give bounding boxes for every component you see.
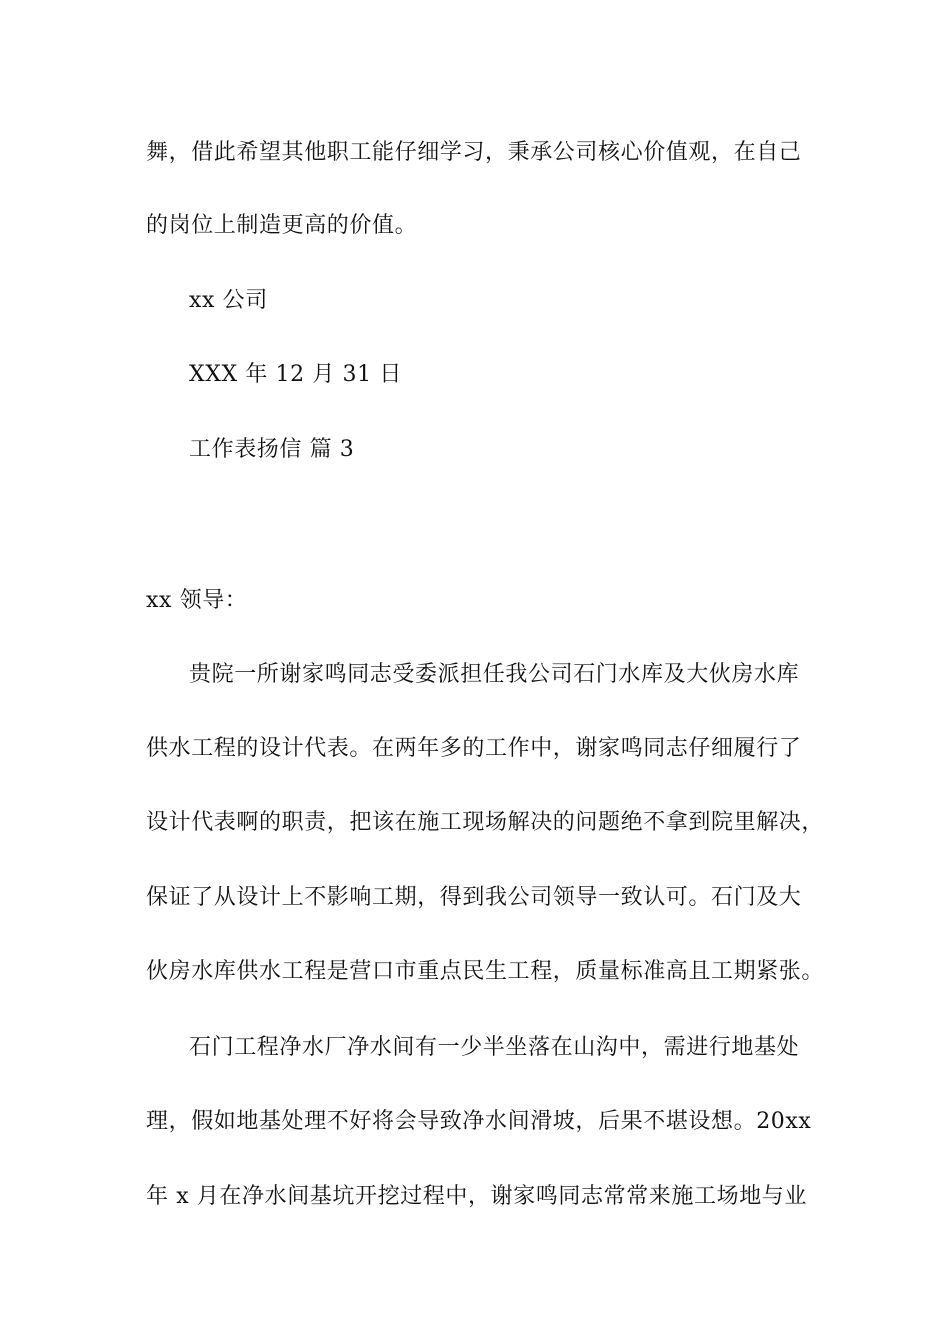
letter-date: XXX 年 12 月 31 日 (189, 362, 402, 387)
paragraph-line: 石门工程净水厂净水间有一少半坐落在山沟中，需进行地基处 (189, 1035, 800, 1060)
sender-company: xx 公司 (189, 288, 268, 313)
paragraph-line: 舞，借此希望其他职工能仔细学习，秉承公司核心价值观，在自己 (146, 140, 802, 165)
paragraph-line: 供水工程的设计代表。在两年多的工作中，谢家鸣同志仔细履行了 (146, 736, 802, 761)
salutation: xx 领导： (146, 588, 248, 613)
paragraph-line: 贵院一所谢家鸣同志受委派担任我公司石门水库及大伙房水库 (189, 662, 800, 687)
paragraph-line: 伙房水库供水工程是营口市重点民生工程，质量标准高且工期紧张。 (146, 959, 825, 984)
paragraph-line: 年 x 月在净水间基坑开挖过程中，谢家鸣同志常常来施工场地与业 (146, 1184, 807, 1209)
paragraph-line: 设计代表啊的职责，把该在施工现场解决的问题绝不拿到院里解决， (146, 810, 825, 835)
paragraph-line: 理，假如地基处理不好将会导致净水间滑坡，后果不堪设想。20xx (146, 1109, 812, 1134)
paragraph-line: 的岗位上制造更高的价值。 (146, 213, 418, 238)
section-heading: 工作表扬信 篇 3 (189, 437, 355, 462)
paragraph-line: 保证了从设计上不影响工期，得到我公司领导一致认可。石门及大 (146, 885, 802, 910)
